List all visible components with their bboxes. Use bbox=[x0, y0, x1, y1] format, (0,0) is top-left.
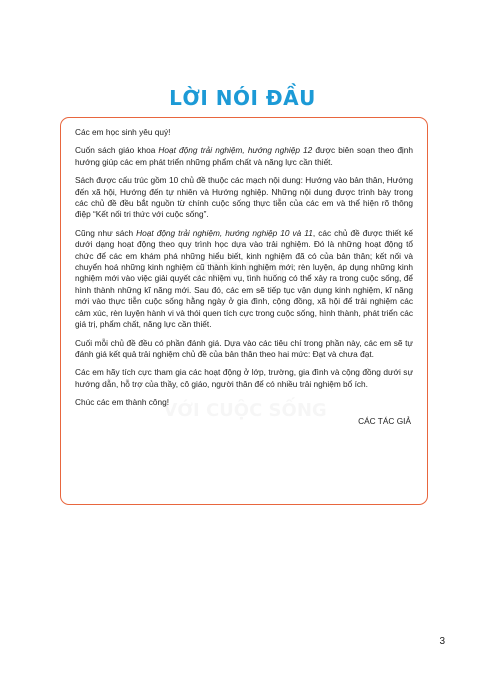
signature: CÁC TÁC GIẢ bbox=[358, 415, 411, 426]
paragraph-1 bbox=[75, 145, 413, 168]
preface-box bbox=[60, 117, 428, 505]
paragraph-2: Sách được cấu trúc gồm 10 chủ đề thuộc các mạch nội dung: Hướng vào bản thân, Hướng đến xã hội, Hướng đến tự nhiên và Hướng nghiệp. Những nội dung được trình bày trong các chủ đề đều bắt nguồn từ chính cuộc sống thực tiễn của các em và thể hiện rõ thông điệp “Kết nối tri thức với cuộc sống”. bbox=[75, 175, 413, 220]
paragraph-1-pre: Cuốn sách giáo khoa bbox=[75, 145, 159, 156]
closing-line: Chúc các em thành công! bbox=[75, 397, 170, 408]
paragraph-3-book-title: Hoạt động trải nghiệm, hướng nghiệp 10 và 11 bbox=[136, 227, 313, 238]
paragraph-1-post: được biên soạn theo định hướng giúp các em phát triển những phẩm chất và năng lực cần thiết. bbox=[75, 145, 413, 167]
paragraph-3-pre: Cũng như sách bbox=[75, 227, 137, 238]
paragraph-4: Cuối mỗi chủ đề đều có phần đánh giá. Dựa vào các tiêu chí trong phần này, các em sẽ tự đánh giá kết quả trải nghiệm chủ đề của bản thân theo hai mức: Đạt và chưa đạt. bbox=[75, 337, 413, 359]
paragraph-1-book-title: Hoạt động trải nghiệm, hướng nghiệp 12 bbox=[158, 145, 313, 156]
paragraph-3-post: , các chủ đề được thiết kế dưới dạng hoạt động theo quy trình học dựa vào trải nghiệm. Đó là những hoạt động tổ chức để các em khám phá những hiểu biết, kinh nghiệm đã có của bản thân; kết nối và chuyển hoá những kinh nghiệm cũ thành kinh nghiệm mới; rèn luyện, áp dụng những kinh nghiệm mới vào việc giải quyết các nhiệm vụ, tình huống có thể xảy ra trong cuộc sống, để hình thành những kĩ năng mới. Sau đó, các em sẽ tiếp tục vận dụng kinh nghiệm, kĩ năng mới vào thực tiễn cuộc sống hằng ngày ở gia đình, cộng đồng, xã hội để trải nghiệm các cảm xúc, rèn luyện hành vi và thói quen tích cực trong cuộc sống, hình thành, phát triển các giá trị, phẩm chất, năng lực cần thiết. bbox=[75, 227, 414, 330]
page-number: 3 bbox=[439, 636, 445, 647]
paragraph-5: Các em hãy tích cực tham gia các hoạt động ở lớp, trường, gia đình và cộng đồng dưới sự hướng dẫn, hỗ trợ của thầy, cô giáo, người thân để có nhiều trải nghiệm bổ ích. bbox=[75, 367, 413, 389]
paragraph-3 bbox=[75, 228, 413, 331]
greeting: Các em học sinh yêu quý! bbox=[75, 127, 171, 137]
page-title: LỜI NÓI ĐẦU bbox=[169, 86, 316, 110]
